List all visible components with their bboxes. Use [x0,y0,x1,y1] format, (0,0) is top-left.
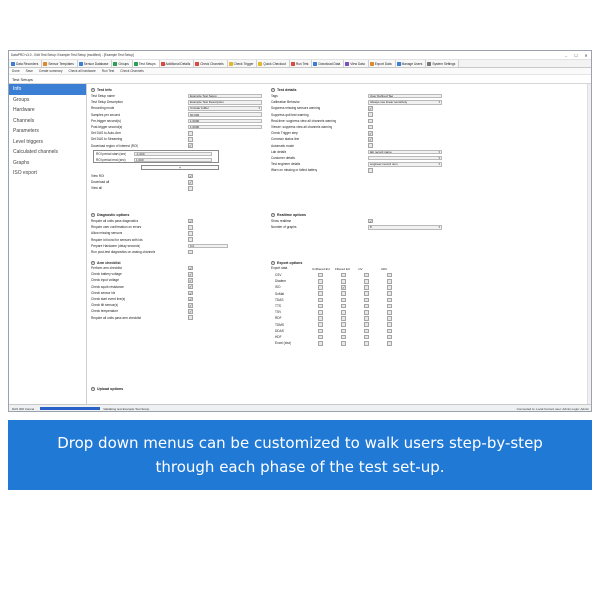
export-format-label: DDAS [275,328,284,333]
tab-icon [161,62,165,66]
module-tabs [9,60,591,68]
sidebar-item-calculated-channels[interactable]: Calculated channels [13,149,59,156]
setting-checkbox[interactable]: ✓ [189,278,193,284]
tab-check-channels[interactable] [194,60,227,67]
setting-label: Test engineer details [271,162,301,167]
setting-label: Calibration Behavior [271,100,300,105]
menu-done[interactable]: Done [12,69,20,73]
setting-label: Require all units pass diagnostics [91,219,139,224]
tab-label: View Data [350,61,365,66]
tab-icon [427,62,431,66]
tab-label: Groups [118,61,129,66]
export-checkbox[interactable] [341,316,346,321]
setting-input[interactable]: 1.0000 [188,119,262,124]
export-checkbox[interactable] [364,329,369,334]
setting-checkbox[interactable]: ✓ [369,106,373,112]
tab-run-test[interactable] [290,60,313,67]
setting-label: Download region of interest (ROI) [91,143,139,148]
export-checkbox[interactable] [364,335,369,340]
setting-row [271,224,366,230]
realtime-options-group [271,212,451,232]
collapse-icon[interactable]: ⌃ [271,88,275,92]
export-checkbox[interactable] [364,273,369,278]
export-format-label: TDAS [275,297,284,302]
test-details-group [271,87,451,202]
caption-line-1: Drop down menus can be customized to walk users step-by-step [57,434,543,452]
roi-label: ROI period start (sec) [96,152,127,157]
setting-label: Pre-trigger second(s) [91,118,121,123]
export-checkbox[interactable] [341,310,346,315]
collapse-icon[interactable]: ⌃ [91,88,95,92]
tab-label: System Settings [432,61,456,66]
tab-label: Sensor Database [83,61,109,66]
test-info-group [91,87,266,207]
setting-checkbox[interactable] [368,119,373,124]
setting-row [91,185,102,191]
setting-checkbox[interactable] [188,231,193,236]
export-checkbox[interactable] [318,335,323,340]
status-right: Connected to: Local Current user: Admin Login: Admin [516,406,589,411]
tab-export-data[interactable] [369,60,396,67]
tab-icon [291,62,295,66]
setting-label: Lab details [271,149,287,154]
export-checkbox[interactable] [318,341,323,346]
setting-input[interactable]: 1.0000 [188,125,262,130]
upload-options-header-title: Upload options [97,387,124,391]
export-checkbox[interactable] [387,304,392,309]
export-checkbox[interactable] [364,298,369,303]
setting-checkbox[interactable] [188,237,193,242]
menu-create-summary[interactable]: Create summary [38,69,63,73]
sidebar-item-hardware[interactable]: Hardware [13,107,35,114]
setting-checkbox[interactable]: ✓ [189,265,193,271]
tab-icon [43,62,47,66]
tab-icon [79,62,83,66]
export-checkbox[interactable] [341,291,346,296]
setting-label: Check Trigger step [271,131,298,136]
tab-icon [134,62,138,66]
status-left: DAS 000 Cancel [12,406,35,411]
tab-icon [113,62,117,66]
title-bar [9,51,591,60]
tab-additional-details[interactable] [160,60,195,67]
setting-checkbox[interactable] [368,168,373,173]
setting-label: Perform arm checklist [91,266,122,271]
setting-input[interactable]: User Defined Tag [368,94,442,99]
setting-checkbox[interactable]: ✓ [369,218,373,224]
export-checkbox[interactable] [364,291,369,296]
export-checkbox[interactable] [387,285,392,290]
export-checkbox[interactable] [364,285,369,290]
setting-label: Set DAS to Streaming [91,137,123,142]
setting-label: Test Setup name [91,94,115,99]
page-title: Test Setups [9,75,591,84]
setting-label: Samples per second [91,112,121,117]
sidebar [9,84,87,404]
setting-label: Number of graphs [271,225,297,230]
setting-label: Viewer: suppress view all channels warning [271,125,333,130]
export-data-label: Export data [271,266,288,271]
export-checkbox[interactable] [364,279,369,284]
setting-row [91,315,186,321]
setting-input[interactable]: 60,000 [188,112,262,117]
export-checkbox[interactable] [318,279,323,284]
setting-dropdown[interactable]: engineer record num ▾ [368,162,442,167]
setting-input[interactable]: Example Test Setup [188,94,262,99]
setting-label: Prepare Hardware (delay seconds) [91,243,141,248]
export-checkbox[interactable] [341,298,346,303]
tab-label: Download Data [318,61,341,66]
minimize-icon[interactable]: – [564,52,568,58]
setting-label: Warn on missing or failed battery [271,168,318,173]
diagnostic-options-group [91,212,266,258]
export-checkbox[interactable] [318,316,323,321]
setting-label: Post-trigger second(s) [91,125,123,130]
setting-label: Check battery voltage [91,272,122,277]
tab-manage-users[interactable] [396,60,427,67]
tab-label: Manage Users [401,61,423,66]
caption-line-2: through each phase of the test set-up. [155,458,445,476]
tab-label: Sensor Templates [48,61,74,66]
setting-checkbox[interactable]: ✓ [189,143,193,149]
export-format-label: Excel (xlsx) [275,341,292,346]
export-checkbox[interactable]: ✓ [342,285,346,291]
tab-label: Data Recorders [16,61,39,66]
setting-label: Automatic mode [271,143,295,148]
sidebar-item-parameters[interactable]: Parameters [13,128,39,135]
tab-test-setups[interactable] [133,60,160,67]
export-checkbox[interactable] [341,329,346,334]
diagnostic-header-title: Diagnostic options [97,213,130,217]
tab-label: Check Channels [200,61,224,66]
export-checkbox[interactable] [387,335,392,340]
export-checkbox[interactable] [387,279,392,284]
export-checkbox[interactable] [341,273,346,278]
setting-label: Check input voltage [91,278,119,283]
menu-bar [9,68,591,75]
tab-groups[interactable] [112,60,132,67]
tab-download-data[interactable] [312,60,344,67]
export-checkbox[interactable] [318,329,323,334]
tab-icon [397,62,401,66]
close-icon[interactable]: ✕ [584,52,588,58]
export-checkbox[interactable] [387,322,392,327]
setting-label: Recording mode [91,106,115,111]
tab-label: Additional Details [165,61,191,66]
export-format-label: TTS [275,304,282,309]
progress-bar [40,407,100,410]
export-options-header-title: Export options [277,261,303,265]
roi-input[interactable]: -1.000 [134,152,212,157]
setting-dropdown[interactable] [368,156,442,161]
export-format-label: Diadem [275,279,286,284]
tab-icon [313,62,317,66]
export-checkbox[interactable] [364,322,369,327]
tab-icon [229,62,233,66]
export-column-header: ADC [381,266,388,271]
setting-checkbox[interactable]: ✓ [189,303,193,308]
export-format-label: TDMS [275,322,285,327]
setting-label: Show realtime [271,219,292,224]
setting-checkbox[interactable] [188,315,193,320]
setting-checkbox[interactable] [188,186,193,191]
setting-label: View ROI [91,174,105,179]
tab-data-recorders[interactable] [10,60,42,67]
menu-check-all-hardware[interactable]: Check all hardware [68,69,96,73]
setting-label: Require all units pass arm checklist [91,315,141,320]
tab-label: Quick Checkout [263,61,286,66]
export-checkbox[interactable] [364,316,369,321]
export-format-row [275,340,291,346]
sidebar-item-level-triggers[interactable]: Level triggers [13,138,44,145]
setting-dropdown[interactable]: 8 ▾ [368,225,442,230]
setting-label: Tags [271,94,278,99]
setting-label: Check temperature [91,309,119,314]
tab-system-settings[interactable] [426,60,459,67]
setting-checkbox[interactable]: ✓ [189,180,193,185]
setting-checkbox[interactable] [188,131,193,136]
setting-checkbox[interactable] [368,125,373,130]
sidebar-item-graphs[interactable]: Graphs [13,159,30,166]
export-checkbox[interactable] [364,304,369,309]
app-window [8,50,592,412]
realtime-header-title: Realtime options [277,213,306,217]
window-title: DataPRO v3.0 - Edit Test Setup: Example Test Setup (modified) - [Example Test Setup] [11,53,134,57]
status-message: Validating test Example Test Setup [103,406,150,411]
tab-label: Test Setups [138,61,156,66]
setting-checkbox[interactable] [368,112,373,117]
setting-checkbox[interactable]: ✓ [189,290,193,296]
export-checkbox[interactable] [387,316,392,321]
setting-input[interactable]: 0.0 [188,244,228,249]
setting-label: Suppress quit test warning [271,112,309,117]
maximize-icon[interactable]: ☐ [574,52,578,58]
export-checkbox[interactable] [341,304,346,309]
setting-label: Suppress missing sensors warning [271,106,321,111]
export-checkbox[interactable] [318,310,323,315]
caption-banner [8,420,592,490]
menu-save[interactable]: Save [25,69,33,73]
export-column-header: mV [358,266,363,271]
tab-icon [11,62,15,66]
tab-icon [195,62,199,66]
collapse-icon[interactable]: ⌃ [91,213,95,217]
export-checkbox[interactable] [387,273,392,278]
setting-checkbox[interactable]: ✓ [369,137,373,143]
setting-label: Set DAS to Auto-Arm [91,131,121,136]
setting-checkbox[interactable]: ✓ [189,173,193,179]
export-format-label: TSV [275,310,282,315]
upload-options-group [91,386,266,394]
arm-checklist-header-title: Arm checklist [97,261,121,265]
sidebar-item-channels[interactable]: Channels [13,117,35,124]
setting-label: Common status line [271,137,300,142]
collapse-icon[interactable]: ⌃ [271,261,275,265]
arm-checklist-group [91,260,266,324]
export-checkbox[interactable] [341,335,346,340]
export-checkbox[interactable] [387,291,392,296]
export-checkbox[interactable] [318,298,323,303]
export-checkbox[interactable] [341,341,346,346]
sidebar-item-info[interactable]: Info [9,84,86,95]
roi-box [93,150,219,163]
setting-label: Download all [91,180,110,185]
export-checkbox[interactable] [318,304,323,309]
export-format-label: ISO [275,285,281,290]
tab-icon [370,62,374,66]
tab-label: Export Data [374,61,392,66]
roi-row [96,157,126,163]
setting-checkbox[interactable]: ✓ [189,309,193,315]
setting-label: Require user confirmation on errors [91,225,142,230]
tab-sensor-templates[interactable] [42,60,77,67]
tab-icon [258,62,262,66]
collapse-icon[interactable]: ⌃ [271,213,275,217]
export-format-label: RDF [275,316,282,321]
setting-row [91,249,186,255]
setting-label: Require id found for sensors with ids [91,237,143,242]
settings-content [89,84,591,404]
setting-label: Allow missing sensors [91,231,123,236]
setting-dropdown[interactable]: Always use linear sensitivity ▾ [368,100,442,105]
tab-label: Check Trigger [233,61,254,66]
setting-checkbox[interactable]: ✓ [189,296,193,302]
roi-input[interactable]: 1.000 [134,158,212,163]
sidebar-item-iso-export[interactable]: ISO export [13,170,37,177]
export-checkbox[interactable] [318,285,323,290]
setting-label: View all [91,186,102,191]
export-checkbox[interactable] [387,329,392,334]
sidebar-item-groups[interactable]: Groups [13,96,30,103]
setting-label: Check squib resistance [91,284,124,289]
setting-row [271,167,366,173]
roi-label: ROI period end (sec) [96,158,126,163]
test-details-header-title: Test details [277,88,297,92]
menu-check-channels[interactable]: Check Channels [120,69,144,73]
setting-checkbox[interactable] [368,143,373,148]
status-bar [9,404,592,412]
menu-run-test[interactable]: Run Test [101,69,115,73]
setting-label: Real-time: suppress view all channels warning [271,118,337,123]
setting-checkbox[interactable] [188,225,193,230]
export-checkbox[interactable] [318,322,323,327]
export-options-group [271,260,451,360]
setting-checkbox[interactable]: ✓ [189,218,193,224]
collapse-icon[interactable]: ⌃ [91,387,95,391]
setting-dropdown[interactable]: Circular buffer ▾ [188,106,262,111]
setting-label: Customer details [271,156,295,161]
export-column-header: Unfiltered EU [312,266,330,271]
tab-check-trigger[interactable] [228,60,258,67]
tab-icon [345,62,349,66]
export-checkbox[interactable] [341,322,346,327]
export-checkbox[interactable] [387,310,392,315]
test-info-header-title: Test info [97,88,112,92]
setting-checkbox[interactable]: ✓ [189,284,193,290]
export-checkbox[interactable] [318,273,323,278]
setting-label: Check tilt sensor(s) [91,303,119,308]
tab-quick-checkout[interactable] [257,60,290,67]
export-checkbox[interactable] [318,291,323,296]
setting-checkbox[interactable]: ✓ [189,272,193,277]
setting-checkbox[interactable] [188,250,193,255]
setting-label: Test Setup Description [91,100,123,105]
collapse-icon[interactable]: ⌃ [91,261,95,265]
setting-checkbox[interactable]: ✓ [369,131,373,136]
setting-input[interactable]: Example Test Description [188,100,262,105]
vertical-scrollbar[interactable] [587,84,591,404]
tab-sensor-database[interactable] [78,60,113,67]
export-checkbox[interactable] [387,298,392,303]
tab-label: Run Test [295,61,309,66]
export-options-header [271,260,451,266]
export-checkbox[interactable] [364,310,369,315]
export-format-label: SoMat [275,291,285,296]
setting-checkbox[interactable] [188,137,193,142]
setting-label: Run post-test diagnostics on analog channels [91,250,156,255]
export-format-label: CSV [275,273,282,278]
export-column-header: Filtered EU [335,266,351,271]
export-checkbox[interactable] [387,341,392,346]
export-format-label: HDF [275,335,282,340]
setting-dropdown[interactable]: lab record name ▾ [368,150,442,155]
upload-options-header [91,386,266,392]
setting-label: Check sensor ids [91,290,116,295]
add-roi-button[interactable]: + [141,165,219,170]
export-checkbox[interactable] [341,279,346,284]
setting-row [91,143,186,149]
tab-view-data[interactable] [344,60,368,67]
export-checkbox[interactable] [364,341,369,346]
setting-label: Check start event line(s) [91,297,126,302]
